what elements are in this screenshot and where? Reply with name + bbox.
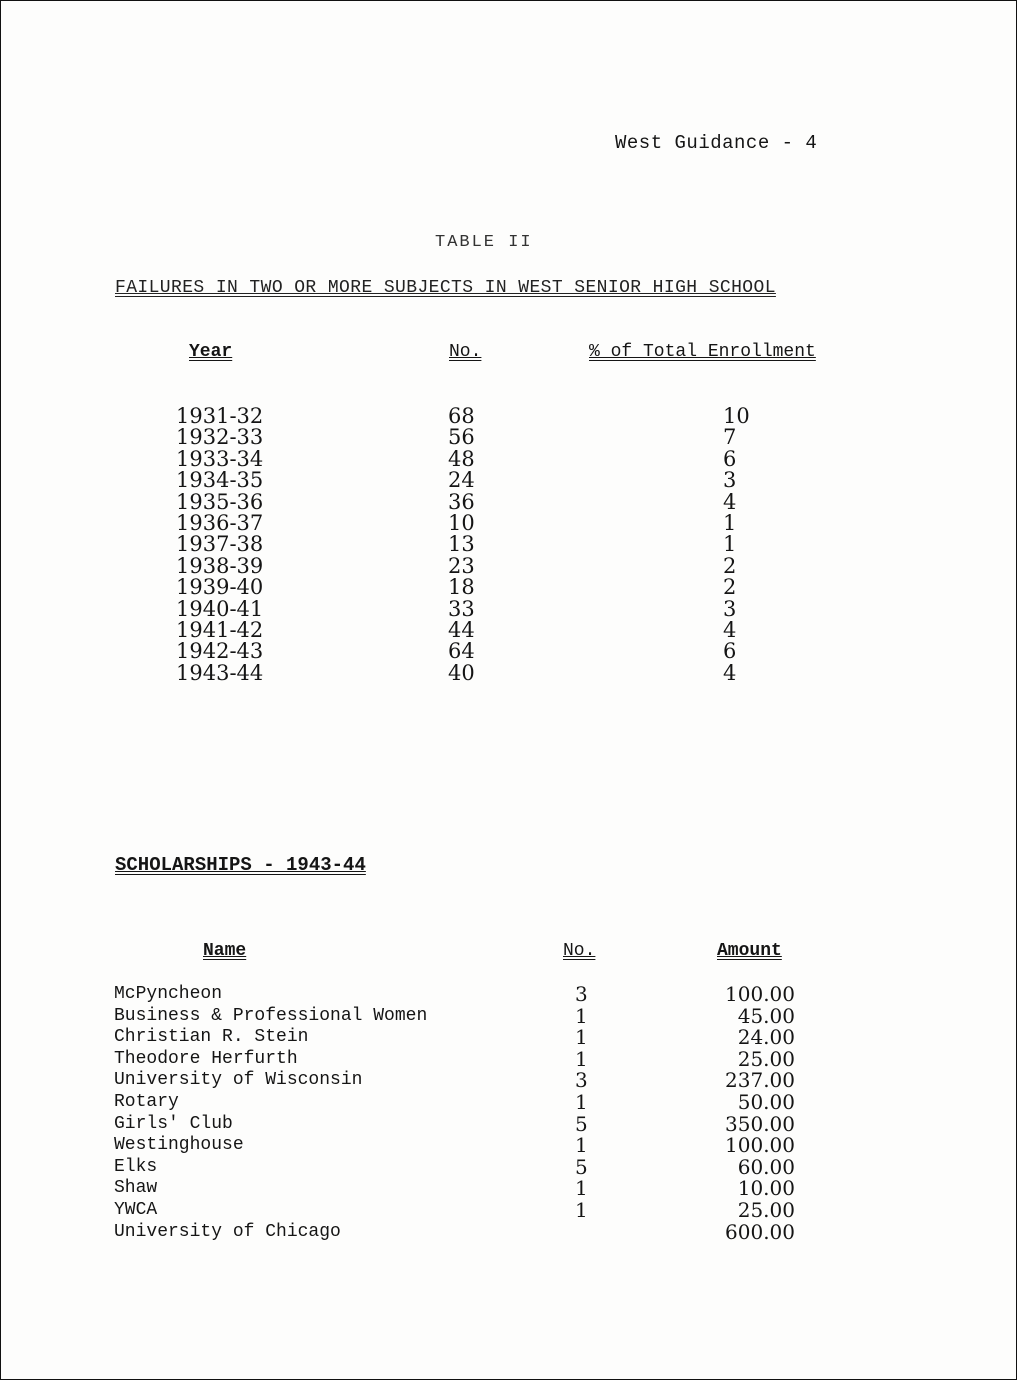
- scholarship-name-column: [114, 984, 427, 1243]
- failure-percent-cell: 6: [723, 639, 737, 664]
- scholarship-amount-cell: 100.00: [725, 982, 795, 1006]
- failure-count-cell: 10: [448, 511, 475, 536]
- scholarship-amount-cell: 45.00: [737, 1003, 795, 1028]
- scholarship-amount-cell: 25.00: [737, 1197, 795, 1222]
- scholarship-amount-cell: 24.00: [737, 1025, 795, 1050]
- column-header-no: No.: [449, 342, 482, 362]
- failure-year-cell: 1932-33: [176, 425, 264, 450]
- failure-count-cell: 40: [448, 660, 475, 685]
- failure-year-cell: 1942-43: [176, 639, 264, 664]
- scholarship-name-cell: Elks: [114, 1156, 158, 1177]
- page-header: West Guidance - 4: [615, 132, 818, 154]
- scholarship-count-cell: 1: [575, 1025, 588, 1050]
- failure-percent-cell: 3: [723, 596, 737, 621]
- failure-count-cell: 18: [448, 575, 475, 600]
- scholarship-name-cell: Westinghouse: [114, 1135, 244, 1156]
- failure-percent-cell: 2: [723, 553, 737, 578]
- scholarship-amount-cell: 25.00: [737, 1046, 795, 1071]
- failure-percent-cell: 4: [723, 489, 737, 514]
- failure-year-cell: 1931-32: [176, 404, 264, 428]
- scholarship-count-cell: 1: [575, 1046, 588, 1071]
- scholarship-number-column: [575, 984, 588, 1243]
- failure-count-cell: 13: [448, 532, 475, 557]
- failure-count-cell: 56: [448, 425, 475, 450]
- scholarship-count-cell: 5: [575, 1111, 588, 1136]
- failure-year-cell: 1941-42: [176, 618, 264, 643]
- scholarship-name-cell: University of Wisconsin: [114, 1070, 363, 1091]
- scholarship-count-cell: 1: [575, 1176, 588, 1201]
- failure-percent-cell: 4: [723, 660, 737, 685]
- failure-year-cell: 1938-39: [176, 553, 264, 578]
- scholarship-name-cell: Christian R. Stein: [114, 1027, 309, 1048]
- scholarship-count-cell: 3: [575, 982, 588, 1006]
- failure-percent-cell: 4: [723, 618, 737, 643]
- failure-count-cell: 36: [448, 489, 475, 514]
- scholarship-name-cell: McPyncheon: [114, 984, 223, 1004]
- scholarship-amount-cell: 100.00: [725, 1133, 795, 1158]
- failure-year-cell: 1935-36: [176, 489, 264, 514]
- failure-year-cell: 1943-44: [176, 660, 264, 685]
- failure-count-cell: 23: [448, 553, 475, 578]
- failure-year-cell: 1936-37: [176, 511, 264, 536]
- scholarship-name-cell: Theodore Herfurth: [114, 1048, 298, 1069]
- scholarships-title: SCHOLARSHIPS - 1943-44: [115, 854, 366, 876]
- failure-year-cell: 1937-38: [176, 532, 264, 557]
- scholarship-count-cell: 1: [575, 1197, 588, 1222]
- scholarship-name-cell: Girls' Club: [114, 1113, 233, 1134]
- failure-percent-cell: 2: [723, 575, 737, 600]
- table-label: TABLE II: [435, 233, 533, 252]
- scholarship-name-cell: Shaw: [114, 1178, 158, 1199]
- failures-percent-column: [723, 406, 750, 684]
- failure-count-cell: 24: [448, 468, 475, 493]
- failure-count-cell: 64: [448, 639, 475, 664]
- scholarship-count-cell: 1: [575, 1133, 588, 1158]
- failure-percent-cell: 7: [723, 425, 737, 450]
- failure-year-cell: 1933-34: [176, 446, 264, 471]
- failure-count-cell: 33: [448, 596, 475, 621]
- failure-count-cell: 44: [448, 618, 475, 643]
- failure-percent-cell: 10: [723, 404, 750, 428]
- failure-year-cell: 1934-35: [176, 468, 264, 493]
- failures-number-column: [448, 406, 475, 684]
- scholarship-amount-column: [691, 984, 795, 1243]
- failure-percent-cell: 6: [723, 446, 737, 471]
- column-header-scholarship-no: No.: [563, 941, 596, 961]
- scholarship-amount-cell: 237.00: [725, 1068, 795, 1093]
- scholarship-count-cell: 1: [575, 1003, 588, 1028]
- failure-count-cell: 48: [448, 446, 475, 471]
- failure-year-cell: 1940-41: [176, 596, 264, 621]
- scholarship-amount-cell: 10.00: [737, 1176, 795, 1201]
- scholarship-amount-cell: 50.00: [737, 1089, 795, 1114]
- failure-percent-cell: 1: [723, 532, 737, 557]
- scholarship-count-cell: [575, 1222, 588, 1244]
- column-header-percent: % of Total Enrollment: [589, 342, 816, 362]
- scholarship-name-cell: YWCA: [114, 1199, 158, 1220]
- failure-count-cell: 68: [448, 404, 475, 428]
- failure-percent-cell: 1: [723, 511, 737, 536]
- scholarship-count-cell: 5: [575, 1154, 588, 1179]
- scholarship-amount-cell: 60.00: [737, 1154, 795, 1179]
- failure-percent-cell: 3: [723, 468, 737, 493]
- scholarship-name-cell: Business & Professional Women: [114, 1005, 428, 1026]
- scholarship-count-cell: 1: [575, 1089, 588, 1114]
- scholarship-amount-cell: 350.00: [725, 1111, 795, 1136]
- column-header-year: Year: [189, 342, 233, 362]
- failure-year-cell: 1939-40: [176, 575, 264, 600]
- table-title: FAILURES IN TWO OR MORE SUBJECTS IN WEST SENIOR HIGH SCHOOL: [115, 278, 776, 298]
- column-header-name: Name: [203, 941, 247, 961]
- scholarship-count-cell: 3: [575, 1068, 588, 1093]
- failures-year-column: [176, 406, 263, 684]
- scholarship-amount-cell: 600.00: [725, 1219, 795, 1244]
- column-header-amount: Amount: [717, 941, 782, 961]
- scholarship-name-cell: Rotary: [114, 1091, 179, 1112]
- scholarship-name-cell: University of Chicago: [114, 1221, 341, 1242]
